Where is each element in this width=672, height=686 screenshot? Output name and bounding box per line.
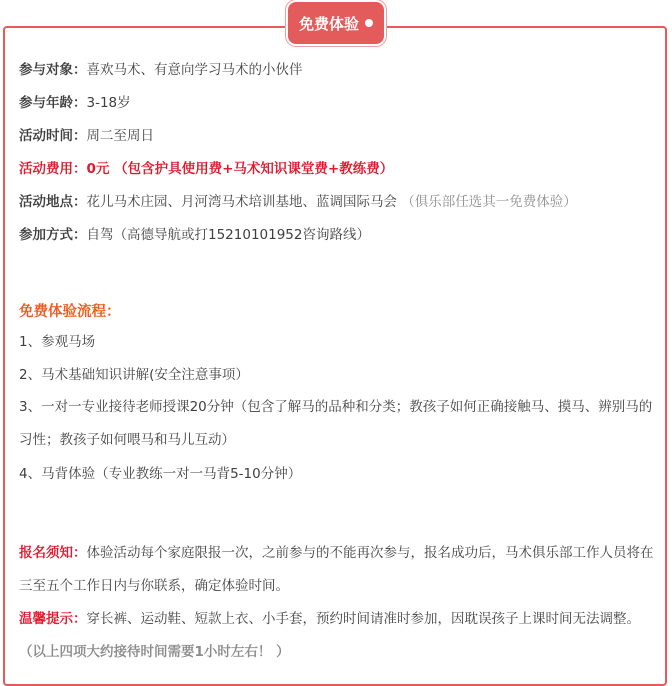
info-note: （俱乐部任选其一免费体验） [401,194,577,210]
notice-label: 报名须知： [19,545,87,561]
warm-tips [19,603,659,669]
signup-notice [19,537,659,603]
info-value: 自驾（高德导航或打15210101952咨询路线） [86,227,370,243]
process-step: 1、参观马场 [19,334,96,350]
info-label: 参与对象： [19,62,87,78]
tips-label: 温馨提示： [19,611,87,627]
badge-title: 免费体验 [298,14,359,33]
info-value: 0元 （包含护具使用费+马术知识课堂费+教练费） [86,161,394,177]
info-row-audience [19,60,303,80]
info-label: 参加方式： [19,227,87,243]
process-title: 免费体验流程： [19,304,121,320]
info-row-location [19,192,577,212]
info-row-time [19,126,154,146]
dot-icon [365,19,373,27]
info-value: 3-18岁 [86,95,131,111]
tips-text: 穿长裤、运动鞋、短款上衣、小手套，预约时间请准时参加，因耽误孩子上课时间无法调整。 [86,611,640,627]
info-row-age [19,93,131,113]
info-row-method [19,225,370,245]
free-trial-badge [288,2,384,44]
process-step: 3、一对一专业接待老师授课20分钟（包含了解马的品种和分类；教孩子如何正确接触马、摸马、辨别马的习性；教孩子如何喂马和马儿互动） [19,399,653,448]
info-row-fee [19,159,393,179]
info-value: 花儿马术庄园、月河湾马术培训基地、蓝调国际马会 [86,194,397,210]
info-label: 活动费用： [19,161,87,177]
info-value: 喜欢马术、有意向学习马术的小伙伴 [86,62,303,78]
info-label: 参与年龄： [19,95,87,111]
info-label: 活动时间： [19,128,87,144]
process-step: 4、马背体验（专业教练一对一马背5-10分钟） [19,466,302,482]
info-value: 周二至周日 [86,128,154,144]
notice-text: 体验活动每个家庭限报一次，之前参与的不能再次参与，报名成功后，马术俱乐部工作人员将在三至五个工作日内与你联系，确定体验时间。 [19,545,654,594]
info-label: 活动地点： [19,194,87,210]
tips-note: （以上四项大约接待时间需要1小时左右！ ） [19,644,290,660]
process-step: 2、马术基础知识讲解(安全注意事项） [19,367,249,383]
